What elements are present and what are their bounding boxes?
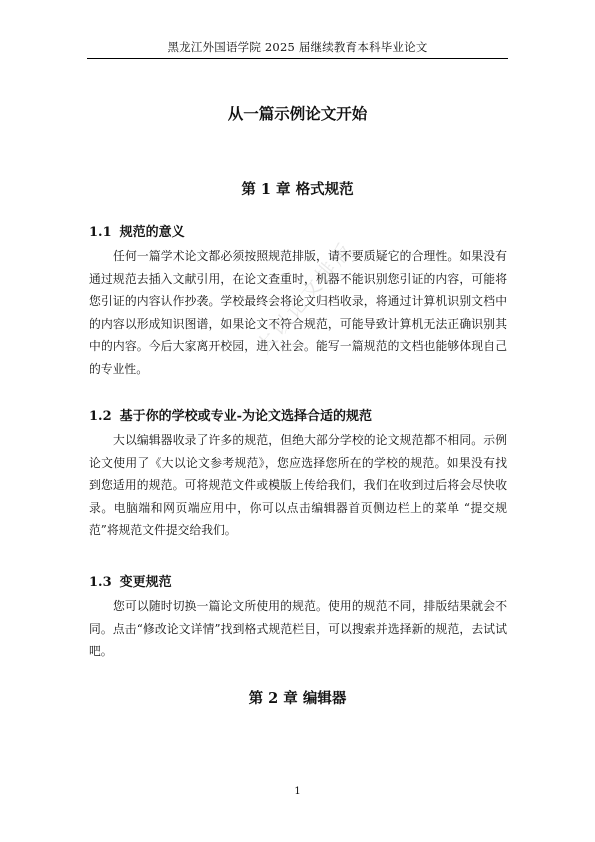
section-1-2-heading xyxy=(89,405,372,424)
section-1-1-heading xyxy=(89,221,185,240)
section-number: 1.1 xyxy=(89,225,112,240)
section-number: 1.2 xyxy=(89,409,112,424)
section-title: 规范的意义 xyxy=(119,225,185,240)
section-1-1-paragraph: 任何一篇学术论文都必须按照规范排版，请不要质疑它的合理性。如果没有通过规范去插入文献引用，在论文查重时，机器不能识别您引证的内容，可能将您引证的内容认作抄袭。学校最终会将论文归档收录，将通过计算机识别文档中的内容以形成知识图谱，如果论文不符合规范，可能导致计算机无法正确识别其中的内容。今后大家离开校园，进入社会。能写一篇规范的文档也能够体现自己的专业性。 xyxy=(89,249,507,376)
section-1-2-paragraph: 大以编辑器收录了许多的规范，但绝大部分学校的论文规范都不相同。示例论文使用了《大以论文参考规范》，您应选择您所在的学校的规范。如果没有找到您适用的规范。可将规范文件或模版上传给我们，我们在收到过后将会尽快收录。电脑端和网页端应用中，你可以点击编辑器首页侧边栏上的菜单 “提交规范”将规范文件提交给我们。 xyxy=(89,433,507,538)
document-title: 从一篇示例论文开始 xyxy=(227,104,368,123)
section-1-3-paragraph: 您可以随时切换一篇论文所使用的规范。使用的规范不同，排版结果就会不同。点击“修改论文详情”找到格式规范栏目，可以搜索并选择新的规范，去试试吧。 xyxy=(89,599,507,659)
page-number: 1 xyxy=(294,786,301,797)
section-1-3-heading xyxy=(89,571,172,590)
section-title: 基于你的学校或专业-为论文选择合适的规范 xyxy=(119,409,373,424)
running-header: 黑龙江外国语学院 2025 届继续教育本科毕业论文 xyxy=(87,38,508,59)
watermark: 大以论文排版 xyxy=(251,236,359,358)
chapter-2-heading: 第 2 章 编辑器 xyxy=(248,690,347,707)
section-number: 1.3 xyxy=(89,575,112,590)
section-title: 变更规范 xyxy=(119,575,172,590)
chapter-1-heading: 第 1 章 格式规范 xyxy=(241,181,354,198)
